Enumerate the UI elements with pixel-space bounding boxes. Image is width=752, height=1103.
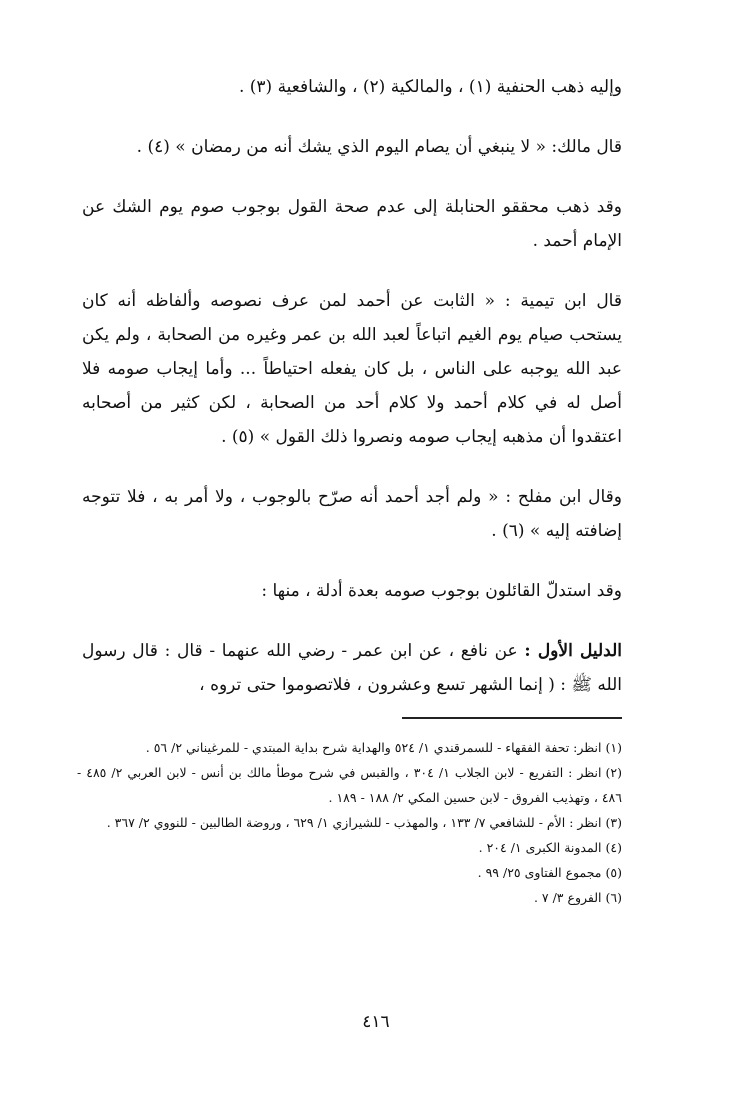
footnote bbox=[77, 860, 622, 885]
paragraph-first-evidence bbox=[82, 634, 622, 702]
paragraph-ibn-muflih: وقال ابن مفلح : « ولم أجد أحمد أنه صرّح بالوجوب ، ولا أمر به ، فلا تتوجه إضافته إليه » (٦) . bbox=[82, 487, 622, 541]
main-text bbox=[82, 70, 622, 702]
footnote bbox=[77, 735, 622, 760]
page-body bbox=[82, 70, 622, 728]
footnote-text: انظر : التفريع - لابن الجلاب ١/ ٣٠٤ ، والقبس في شرح موطأ مالك بن أنس - لابن العربي ٢/ ٤٨٥ - ٤٨٦ ، وتهذيب الفروق - لابن حسين المكي ٢/ ١٨٨ - ١٨٩ . bbox=[77, 765, 622, 805]
evidence-label: الدليل الأول : bbox=[524, 641, 623, 661]
evidence-text: عن نافع ، عن ابن عمر - رضي الله عنهما - قال : قال رسول الله ﷺ : ( إنما الشهر تسع وعشرون ، فلاتصوموا حتى تروه ، bbox=[82, 641, 622, 695]
footnotes bbox=[77, 735, 622, 910]
footnote-number: (٢) bbox=[605, 765, 622, 780]
footnote bbox=[77, 885, 622, 910]
footnote-text: انظر : الأم - للشافعي ٧/ ١٣٣ ، والمهذب - للشيرازي ١/ ٦٢٩ ، وروضة الطالبين - للنووي ٢/ ٣٦٧ . bbox=[106, 815, 602, 830]
footnote-text: انظر: تحفة الفقهاء - للسمرقندي ١/ ٥٢٤ والهداية شرح بداية المبتدي - للمرغيناني ٢/ ٥٦ . bbox=[145, 740, 602, 755]
footnote bbox=[77, 760, 622, 810]
paragraph-malik-quote: قال مالك: « لا ينبغي أن يصام اليوم الذي يشك أنه من رمضان » (٤) . bbox=[136, 137, 622, 157]
footnote-text: المدونة الكبرى ١/ ٢٠٤ . bbox=[478, 840, 602, 855]
page-number: ٤١٦ bbox=[362, 1012, 390, 1032]
paragraph-hanabila: وقد ذهب محققو الحنابلة إلى عدم صحة القول بوجوب صوم يوم الشك عن الإمام أحمد . bbox=[82, 197, 622, 251]
paragraph-madhahib: وإليه ذهب الحنفية (١) ، والمالكية (٢) ، والشافعية (٣) . bbox=[238, 77, 622, 97]
footnote-number: (٤) bbox=[605, 840, 622, 855]
footnote bbox=[77, 835, 622, 860]
paragraph-ibn-taymiyyah: قال ابن تيمية : « الثابت عن أحمد لمن عرف نصوصه وألفاظه أنه كان يستحب صيام يوم الغيم اتباعاً لعبد الله بن عمر وغيره من الصحابة ، ولم يكن عبد الله يوجبه على الناس ، بل كان يفعله احتياطاً ... وأما إيجاب صومه فلا أصل له في كلام أحمد ولا كلام أحد من الصحابة ، لكن كثير من أصحابه اعتقدوا أن مذهبه إيجاب صومه ونصروا ذلك القول » (٥) . bbox=[82, 291, 622, 447]
footnote bbox=[77, 810, 622, 835]
paragraph-evidence-intro: وقد استدلّ القائلون بوجوب صومه بعدة أدلة ، منها : bbox=[261, 581, 622, 601]
footnote-number: (٣) bbox=[605, 815, 622, 830]
footnote-number: (٥) bbox=[605, 865, 622, 880]
footnote-number: (٦) bbox=[605, 890, 622, 905]
footnote-number: (١) bbox=[605, 740, 622, 755]
footnote-text: مجموع الفتاوى ٢٥/ ٩٩ . bbox=[477, 865, 602, 880]
footnote-divider bbox=[402, 717, 622, 719]
footnote-text: الفروع ٣/ ٧ . bbox=[533, 890, 602, 905]
